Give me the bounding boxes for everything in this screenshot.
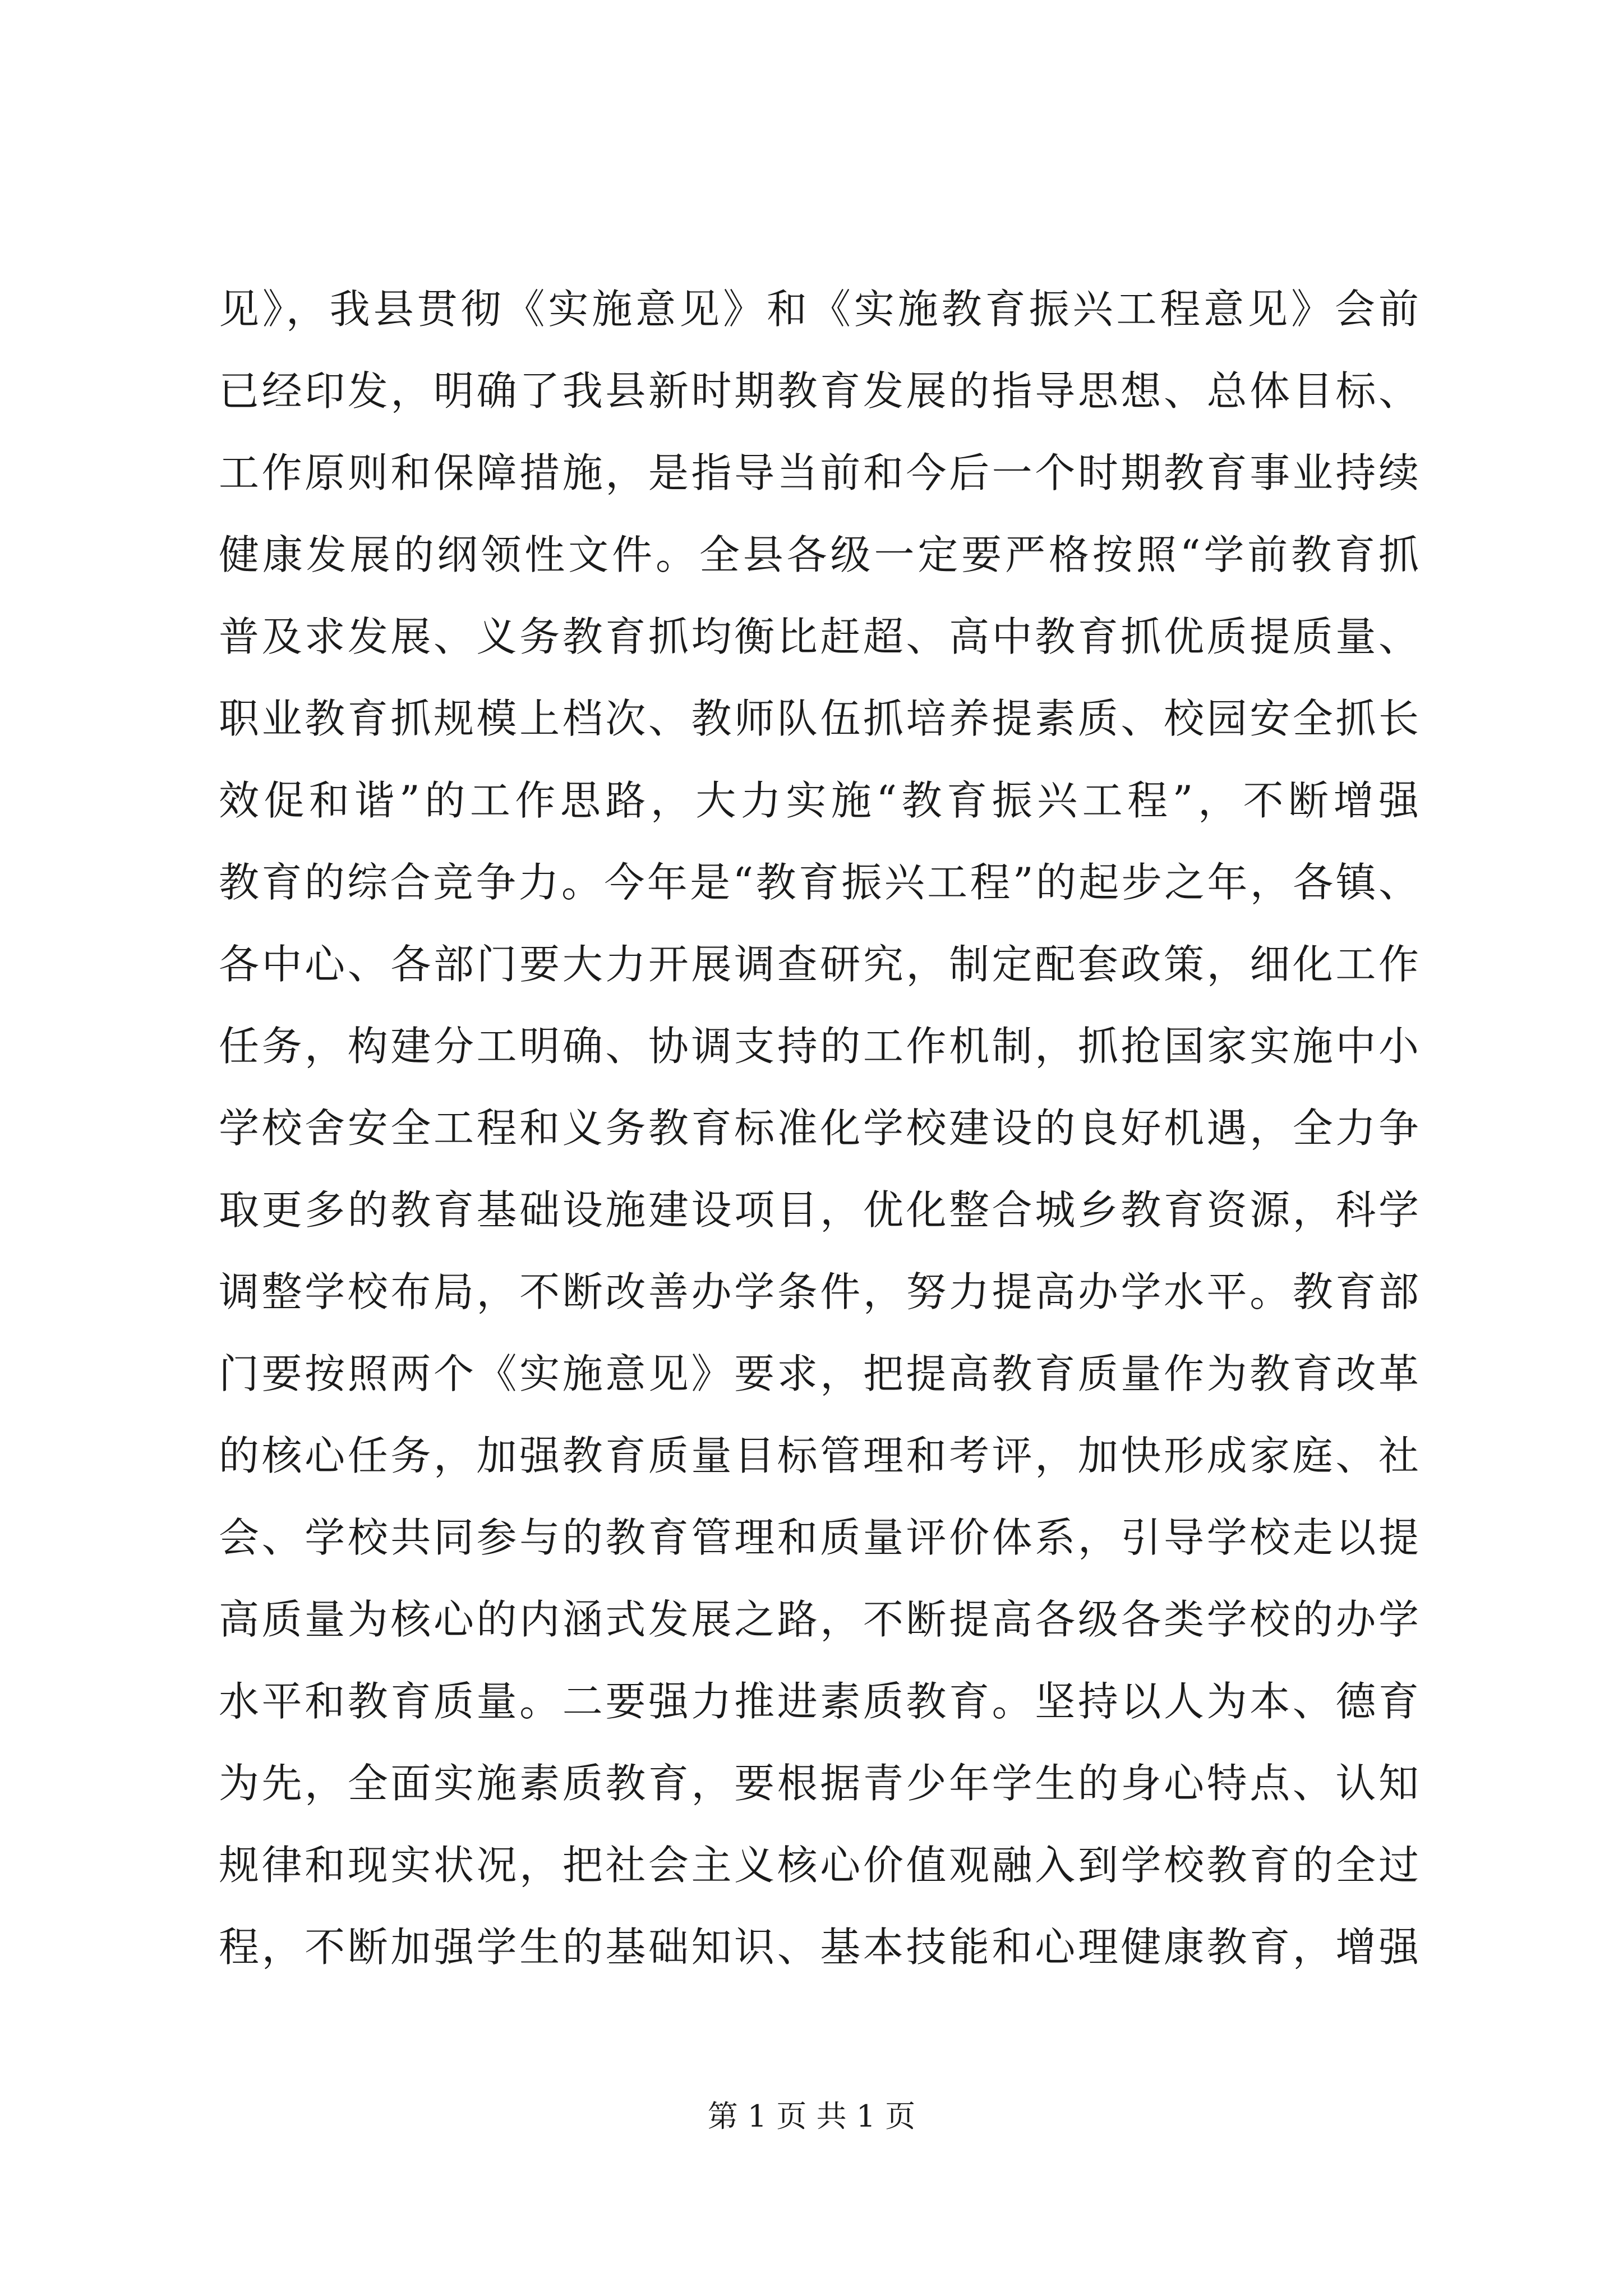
text-line: 取更多的教育基础设施建设项目，优化整合城乡教育资源，科学 — [219, 1186, 1419, 1234]
text-line: 的核心任务，加强教育质量目标管理和考评，加快形成家庭、社 — [219, 1432, 1419, 1479]
text-line: 见》，我县贯彻《实施意见》和《实施教育振兴工程意见》会前 — [219, 286, 1419, 333]
text-line: 各中心、各部门要大力开展调查研究，制定配套政策，细化工作 — [219, 941, 1419, 988]
text-line: 程，不断加强学生的基础知识、基本技能和心理健康教育，增强 — [219, 1924, 1419, 1971]
text-line: 为先，全面实施素质教育，要根据青少年学生的身心特点、认知 — [219, 1760, 1419, 1807]
body-text — [219, 268, 1419, 1988]
text-line: 任务，构建分工明确、协调支持的工作机制，抓抢国家实施中小 — [219, 1023, 1419, 1070]
text-line: 规律和现实状况，把社会主义核心价值观融入到学校教育的全过 — [219, 1842, 1419, 1889]
page-footer: 第 1 页 共 1 页 — [707, 2099, 916, 2134]
text-line: 学校舍安全工程和义务教育标准化学校建设的良好机遇，全力争 — [219, 1105, 1419, 1152]
text-line: 水平和教育质量。二要强力推进素质教育。坚持以人为本、德育 — [219, 1678, 1419, 1725]
text-line: 高质量为核心的内涵式发展之路，不断提高各级各类学校的办学 — [219, 1596, 1419, 1643]
text-line: 工作原则和保障措施，是指导当前和今后一个时期教育事业持续 — [219, 449, 1419, 496]
text-line: 已经印发，明确了我县新时期教育发展的指导思想、总体目标、 — [219, 367, 1419, 415]
text-line: 会、学校共同参与的教育管理和质量评价体系，引导学校走以提 — [219, 1514, 1419, 1561]
text-line: 普及求发展、义务教育抓均衡比赶超、高中教育抓优质提质量、 — [219, 613, 1419, 660]
text-line: 门要按照两个《实施意见》要求，把提高教育质量作为教育改革 — [219, 1350, 1419, 1397]
text-line: 职业教育抓规模上档次、教师队伍抓培养提素质、校园安全抓长 — [219, 695, 1419, 742]
text-line: 效促和谐”的工作思路，大力实施“教育振兴工程”，不断增强 — [219, 777, 1419, 824]
text-line: 调整学校布局，不断改善办学条件，努力提高办学水平。教育部 — [219, 1268, 1419, 1315]
text-line: 教育的综合竞争力。今年是“教育振兴工程”的起步之年，各镇、 — [219, 859, 1419, 906]
text-line: 健康发展的纲领性文件。全县各级一定要严格按照“学前教育抓 — [219, 531, 1419, 578]
